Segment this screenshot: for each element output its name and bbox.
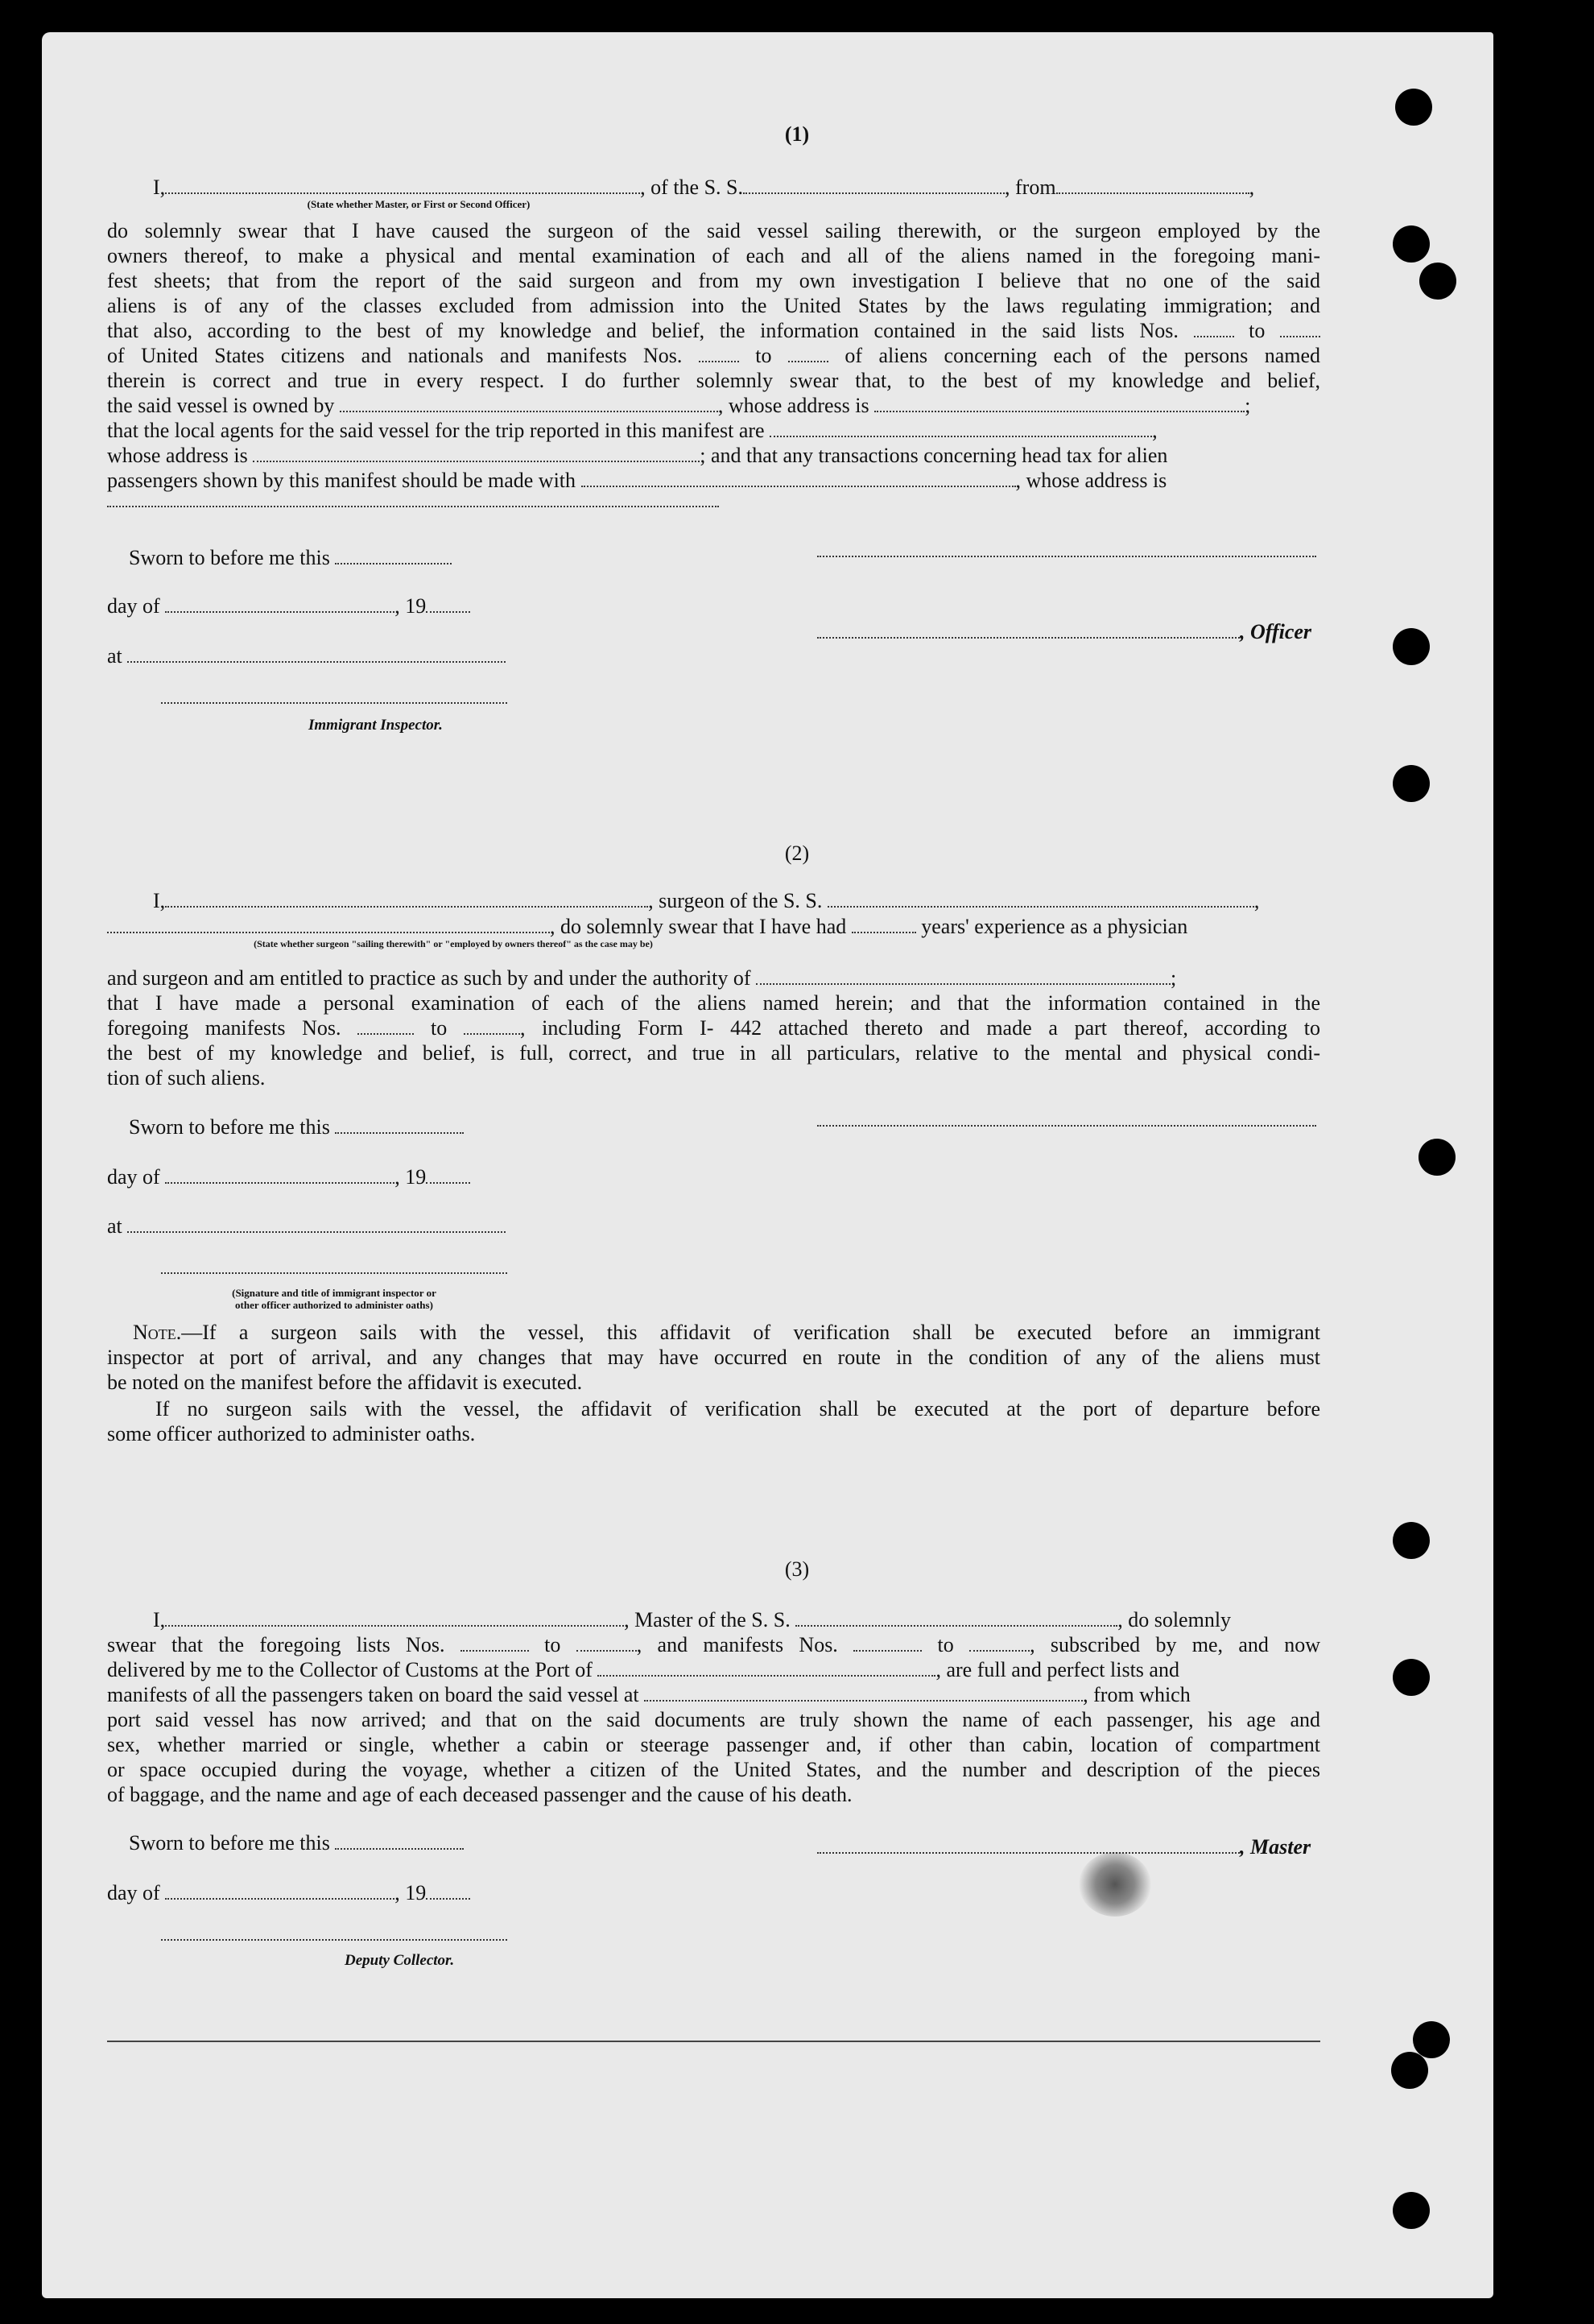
s3-para-line: sex, whether married or single, whether a cabin or steerage passenger and, if other than cabin, location of compartment (107, 1733, 1320, 1756)
s1-para-line: aliens is of any of the classes excluded from admission into the United States by the laws regulating immigration; and (107, 294, 1320, 317)
s3-para-line: swear that the foregoing lists Nos. to , and manifests Nos. to , subscribed by me, and now (107, 1633, 1321, 1656)
s2-signature-line (817, 1125, 1316, 1127)
punch-hole (1418, 1139, 1456, 1176)
bottom-rule (107, 2041, 1320, 2042)
s1-para-line: owners thereof, to make a physical and mental examination of each and all of the aliens named in the foregoing mani- (107, 244, 1320, 267)
s1-para-line: the said vessel is owned by , whose address is ; (107, 394, 1251, 417)
s1-address-line (107, 506, 719, 507)
punch-hole (1393, 765, 1430, 802)
s2-sworn: Sworn to before me this (129, 1115, 464, 1139)
s1-sworn: Sworn to before me this (129, 546, 452, 570)
s2-para-line: tion of such aliens. (107, 1066, 266, 1090)
s1-para-line: fest sheets; that from the report of the said surgeon and from my own investigation I believe that no one of the said (107, 269, 1320, 292)
section-1-number: (1) (784, 122, 810, 146)
s3-para-line: of baggage, and the name and age of each deceased passenger and the cause of his death. (107, 1783, 853, 1806)
s1-officer-line: , Officer (817, 620, 1311, 644)
punch-hole (1393, 225, 1430, 263)
punch-hole (1393, 1659, 1430, 1696)
s1-para-line: passengers shown by this manifest should be made with , whose address is (107, 469, 1167, 492)
s1-inspector-caption: Immigrant Inspector. (308, 717, 443, 734)
s1-at: at (107, 644, 506, 668)
punch-hole (1391, 2052, 1428, 2089)
s1-inspector-line (161, 702, 507, 704)
s2-signature-caption: (Signature and title of immigrant inspector or other officer authorized to administer oaths) (232, 1287, 436, 1311)
punch-hole (1395, 89, 1432, 126)
s1-para-line: therein is correct and true in every respect. I do further solemnly swear that, to the best of my knowledge and belief, (107, 369, 1320, 392)
section-2-number: (2) (784, 842, 810, 865)
punch-hole (1393, 1522, 1430, 1559)
s3-para-line: or space occupied during the voyage, whether a citizen of the United States, and the number and description of the pieces (107, 1758, 1320, 1781)
s3-sworn: Sworn to before me this (129, 1831, 464, 1855)
s2-para-line: foregoing manifests Nos. to , including Form I- 442 attached thereto and made a part thereof, according to (107, 1016, 1321, 1040)
s2-line-2: , do solemnly swear that I have had years' experience as a physician (107, 915, 1320, 939)
s3-para-line: port said vessel has now arrived; and that on the said documents are truly shown the name of each passenger, his age and (107, 1708, 1320, 1731)
s1-dayof: day of , 19 (107, 594, 470, 618)
s3-line-1: I, , Master of the S. S. , do solemnly (153, 1608, 1232, 1631)
s3-para-line: manifests of all the passengers taken on board the said vessel at , from which (107, 1683, 1191, 1706)
punch-hole (1413, 2021, 1450, 2058)
s2-line-1: I, , surgeon of the S. S. , (153, 889, 1260, 912)
s2-para-line: that I have made a personal examination of each of the aliens named herein; and that the information contained in the (107, 991, 1320, 1015)
s1-signature-line (817, 556, 1316, 557)
section-3-number: (3) (784, 1557, 810, 1581)
punch-hole (1393, 2192, 1430, 2229)
s1-para-line: that also, according to the best of my knowledge and belief, the information contained in the said lists Nos. to (107, 319, 1320, 343)
s2-note-line: If no surgeon sails with the vessel, the affidavit of verification shall be executed at the port of departure before (155, 1397, 1320, 1420)
s1-para-line: do solemnly swear that I have caused the surgeon of the said vessel sailing therewith, or the surgeon employed by the (107, 219, 1320, 242)
s3-master-line: , Master (817, 1835, 1311, 1859)
s2-inspector-line (161, 1272, 507, 1274)
s2-para-line: the best of my knowledge and belief, is full, correct, and true in all particulars, relative to the mental and physical condi- (107, 1041, 1320, 1065)
s2-note-line: inspector at port of arrival, and any changes that may have occurred en route in the condition of any of the aliens must (107, 1346, 1320, 1369)
s2-surgeon-caption: (State whether surgeon "sailing therewith" or "employed by owners thereof" as the case may be) (254, 938, 653, 949)
s3-deputy-caption: Deputy Collector. (345, 1952, 455, 1969)
s1-para-line: whose address is ; and that any transactions concerning head tax for alien (107, 444, 1168, 467)
s1-para-line: of United States citizens and nationals and manifests Nos. to of aliens concerning each of the persons named (107, 344, 1321, 367)
s3-dayof: day of , 19 (107, 1881, 470, 1905)
s2-note-line: Note.—If a surgeon sails with the vessel, this affidavit of verification shall be executed before an immigrant (133, 1321, 1320, 1344)
s2-note-line: some officer authorized to administer oaths. (107, 1422, 476, 1445)
s1-officer-caption: (State whether Master, or First or Second Officer) (307, 198, 531, 210)
s2-para-line: and surgeon and am entitled to practice as such by and under the authority of ; (107, 966, 1177, 990)
s2-at: at (107, 1214, 506, 1239)
punch-hole (1419, 263, 1456, 300)
punch-hole (1393, 628, 1430, 665)
s1-para-line: that the local agents for the said vessel for the trip reported in this manifest are , (107, 419, 1158, 442)
ink-smudge (1079, 1852, 1151, 1917)
s3-deputy-line (161, 1939, 507, 1941)
s2-note-line: be noted on the manifest before the affidavit is executed. (107, 1371, 583, 1394)
s2-dayof: day of , 19 (107, 1165, 470, 1189)
s1-line-1: I, , of the S. S. , from , (153, 176, 1255, 199)
s3-para-line: delivered by me to the Collector of Customs at the Port of , are full and perfect lists and (107, 1658, 1179, 1681)
